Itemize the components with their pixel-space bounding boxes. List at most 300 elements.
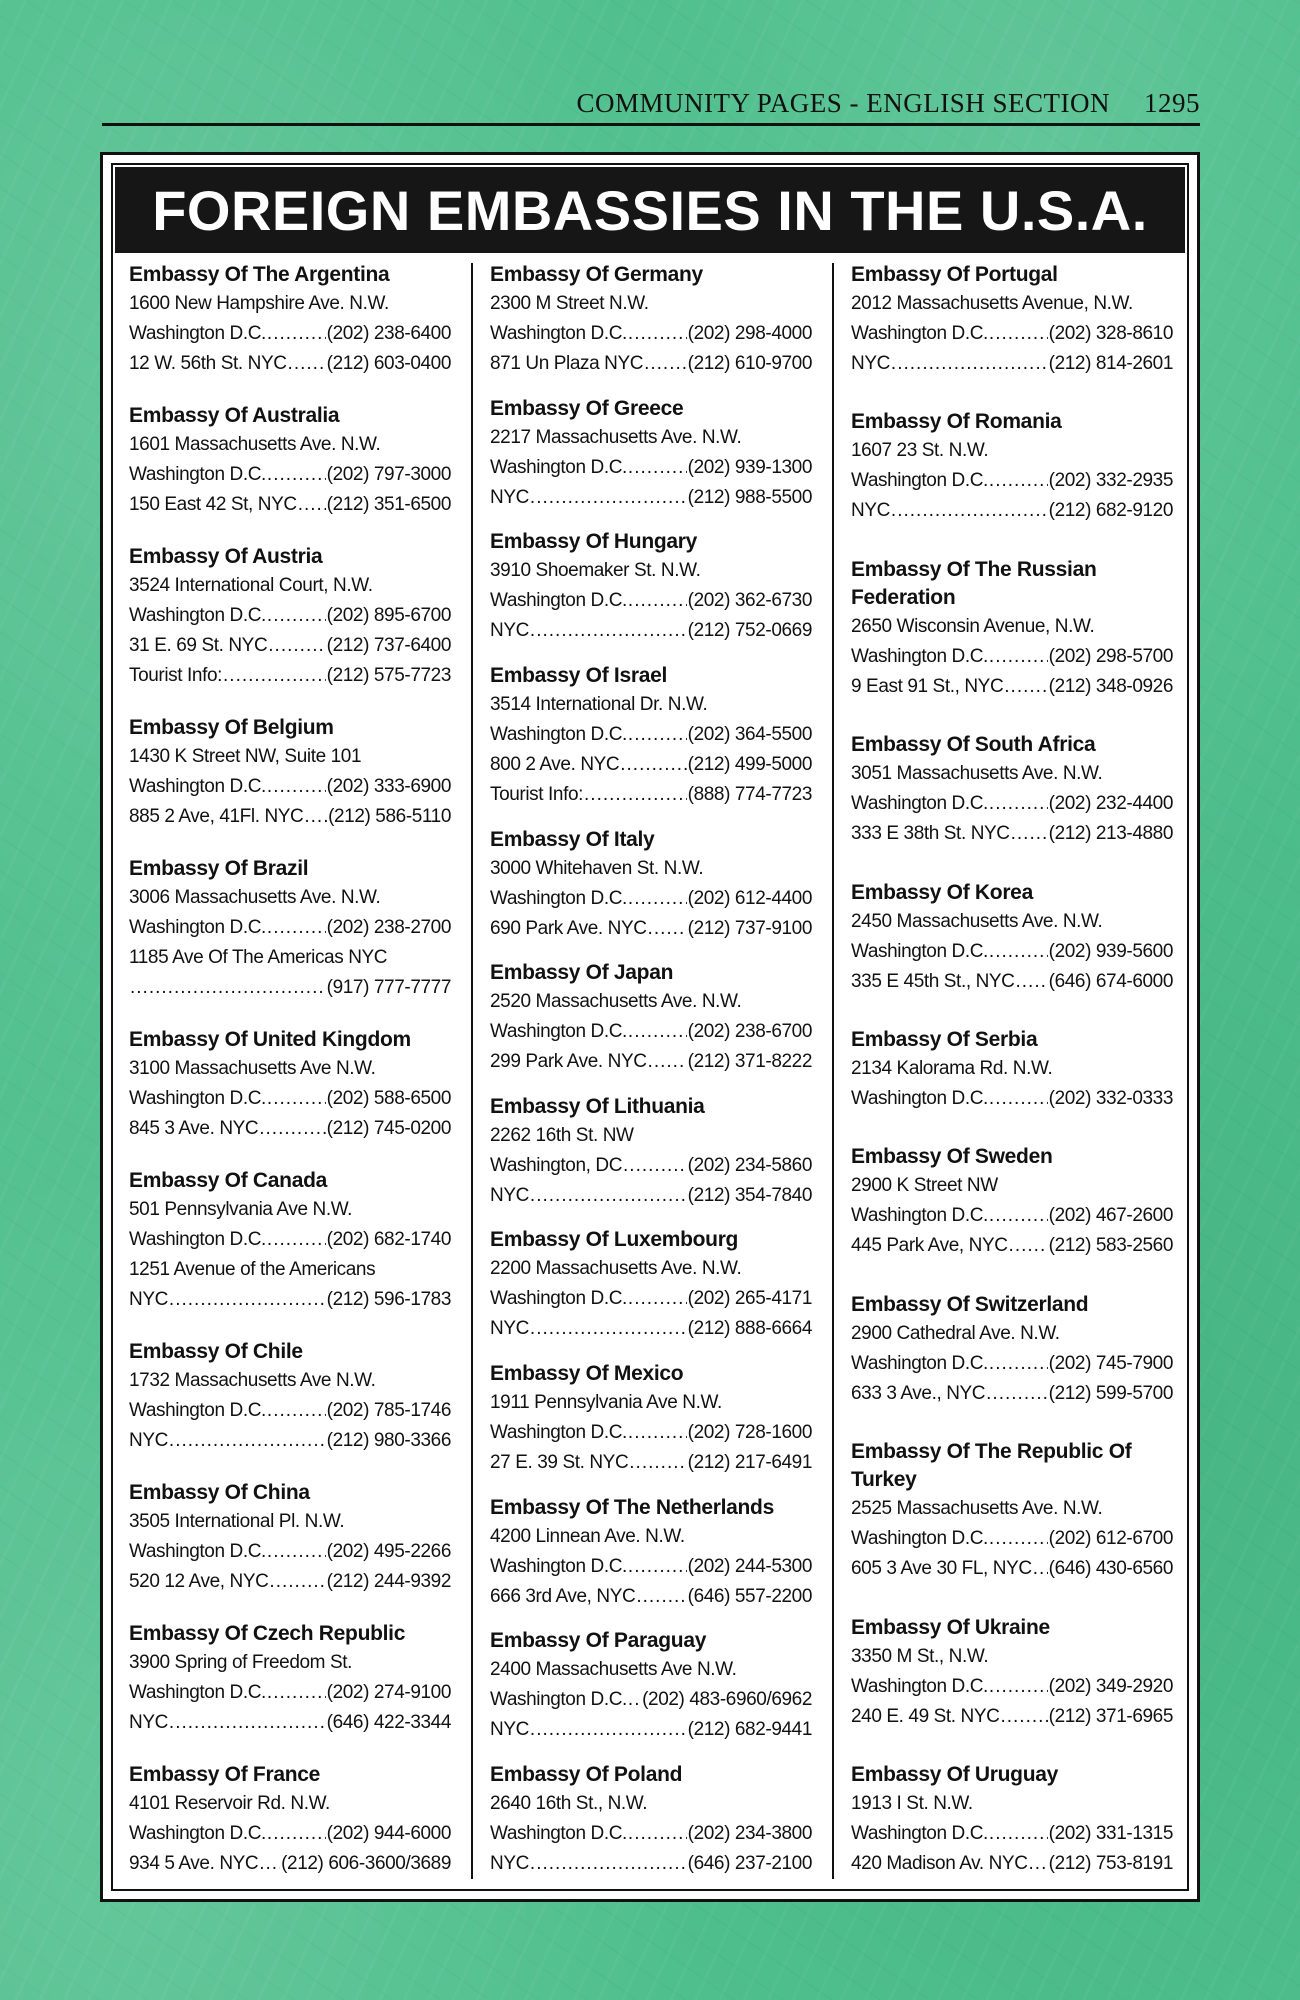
dot-leader (267, 1084, 326, 1114)
dot-leader (1029, 1849, 1048, 1879)
phone-line (490, 1582, 812, 1612)
dot-leader (259, 1114, 325, 1144)
address-line: 3100 Massachusetts Ave N.W. (129, 1058, 376, 1079)
phone-line (490, 1181, 812, 1211)
dot-leader (648, 1047, 687, 1077)
embassy-name: Embassy Of Mexico (490, 1362, 684, 1385)
embassy-entry (129, 402, 451, 520)
phone-line (490, 1314, 812, 1344)
location-label: NYC (851, 500, 890, 522)
phone-line (851, 1672, 1173, 1702)
location-label: Washington D.C. (490, 723, 627, 745)
dot-leader (269, 1567, 325, 1597)
phone-number: (202) 612-4400 (687, 887, 812, 909)
embassy-name: Embassy Of Romania (851, 410, 1062, 434)
phone-line (490, 1819, 812, 1849)
location-label: Washington D.C. (129, 464, 266, 485)
phone-line (129, 661, 451, 691)
location-label: Washington D.C. (851, 1205, 988, 1227)
phone-number: (212) 351-6500 (326, 494, 451, 515)
dot-leader (267, 1396, 326, 1426)
phone-number: (212) 603-0400 (326, 353, 451, 374)
location-label: Tourist Info: (490, 783, 584, 805)
embassy-name: Embassy Of Australia (129, 404, 340, 427)
phone-line (129, 1084, 451, 1114)
phone-line (490, 1849, 812, 1879)
location-label: Washington D.C. (490, 1288, 627, 1310)
phone-line (129, 1426, 451, 1456)
phone-number: (202) 298-5700 (1048, 645, 1173, 667)
dot-leader (989, 642, 1048, 672)
location-label: NYC (129, 1430, 168, 1451)
phone-line (129, 1708, 451, 1738)
location-label: Washington D.C. (490, 590, 627, 612)
phone-line (490, 616, 812, 646)
location-label: NYC (851, 353, 890, 374)
phone-line (490, 1552, 812, 1582)
location-label: 871 Un Plaza NYC (490, 353, 644, 374)
phone-line (129, 349, 451, 379)
embassy-entry (129, 1761, 451, 1879)
dot-leader (1033, 1554, 1048, 1584)
embassy-entry (129, 855, 451, 1003)
phone-number: (212) 354-7840 (687, 1184, 812, 1206)
dot-leader (989, 937, 1048, 967)
address-line: 3006 Massachusetts Ave. N.W. (129, 887, 381, 908)
dot-leader (986, 1379, 1048, 1409)
embassy-entry (851, 1291, 1173, 1409)
location-label: Washington D.C. (851, 940, 988, 962)
embassy-name: Embassy Of Ukraine (851, 1615, 1050, 1639)
phone-number: (202) 745-7900 (1048, 1352, 1173, 1374)
location-label: NYC (490, 1318, 529, 1340)
embassy-entry (129, 1620, 451, 1738)
location-label: Washington, DC (490, 1154, 623, 1176)
phone-line (490, 483, 812, 513)
dot-leader (628, 1284, 687, 1314)
embassy-name: Embassy Of Korea (851, 880, 1033, 904)
address-line: 3524 International Court, N.W. (129, 575, 373, 596)
panel-inner-frame (111, 163, 1189, 1891)
embassy-name: Embassy Of Austria (129, 545, 323, 568)
phone-number: (202) 331-1315 (1048, 1822, 1173, 1844)
embassy-entry (851, 261, 1173, 379)
phone-number: (212) 610-9700 (687, 353, 812, 374)
embassy-name: Embassy Of Israel (490, 663, 667, 687)
phone-number: (212) 596-1783 (326, 1289, 451, 1310)
embassy-column-2 (490, 261, 812, 1879)
embassy-entry (851, 1438, 1173, 1584)
embassy-name: Embassy Of Chile (129, 1340, 303, 1363)
location-label: Washington D.C. (490, 1021, 627, 1043)
phone-line (129, 772, 451, 802)
location-label: Washington D.C. (490, 887, 627, 909)
phone-line (851, 1819, 1173, 1849)
address-line: 3900 Spring of Freedom St. (129, 1652, 353, 1673)
location-label: Washington D.C. (129, 605, 266, 626)
phone-number: (212) 682-9441 (687, 1719, 812, 1741)
address-line: 2012 Massachusetts Avenue, N.W. (851, 293, 1133, 314)
embassy-name: Embassy Of Czech Republic (129, 1622, 406, 1645)
embassy-entry (129, 714, 451, 832)
phone-number: (202) 234-5860 (687, 1154, 812, 1176)
phone-number: (202) 944-6000 (326, 1823, 451, 1844)
running-head (102, 86, 1200, 126)
location-label: 445 Park Ave, NYC (851, 1235, 1008, 1257)
phone-number: (646) 557-2200 (687, 1585, 812, 1607)
phone-line (851, 1084, 1173, 1114)
dot-leader (628, 1552, 687, 1582)
address-line: 4200 Linnean Ave. N.W. (490, 1525, 685, 1547)
phone-number: (212) 682-9120 (1048, 500, 1173, 522)
address-line: 501 Pennsylvania Ave N.W. (129, 1199, 353, 1220)
embassy-entry (851, 408, 1173, 526)
phone-number: (212) 586-5110 (328, 806, 451, 827)
address-line: 3051 Massachusetts Ave. N.W. (851, 763, 1103, 785)
phone-number: (212) 888-6664 (687, 1318, 812, 1340)
phone-number: (888) 774-7723 (687, 783, 812, 805)
embassy-entry (851, 1761, 1173, 1879)
address-line: 2300 M Street N.W. (490, 293, 649, 314)
location-label: Washington D.C. (129, 1541, 266, 1562)
phone-line (490, 586, 812, 616)
phone-line (129, 601, 451, 631)
column-divider (471, 263, 473, 1879)
address-line: 1601 Massachusetts Ave. N.W. (129, 434, 381, 455)
dot-leader (1000, 1702, 1047, 1732)
location-label: Washington D.C. (129, 1823, 266, 1844)
phone-number: (202) 244-5300 (687, 1555, 812, 1577)
embassy-name: Embassy Of Portugal (851, 263, 1058, 286)
phone-line (490, 1284, 812, 1314)
embassy-entry (851, 1143, 1173, 1261)
phone-line (490, 914, 812, 944)
location-label: 240 E. 49 St. NYC (851, 1705, 1000, 1727)
phone-number: (202) 895-6700 (326, 605, 451, 626)
dot-leader (989, 789, 1048, 819)
location-label: 420 Madison Av. NYC (851, 1852, 1028, 1874)
embassy-name: Embassy Of Belgium (129, 716, 334, 739)
address-line: 2217 Massachusetts Ave. N.W. (490, 426, 742, 448)
location-label: Washington D.C. (490, 1555, 627, 1577)
location-label: Washington D.C. (490, 456, 627, 478)
dot-leader (989, 1349, 1048, 1379)
embassy-entry (490, 662, 812, 810)
address-line: 3910 Shoemaker St. N.W. (490, 560, 701, 582)
phone-line (490, 453, 812, 483)
phone-number: (212) 980-3366 (326, 1430, 451, 1451)
location-label: 27 E. 39 St. NYC (490, 1452, 629, 1473)
phone-number: (646) 430-6560 (1048, 1558, 1173, 1580)
address-line: 3505 International Pl. N.W. (129, 1511, 345, 1532)
embassy-name: Embassy Of Hungary (490, 530, 697, 554)
phone-number: (917) 777-7777 (326, 977, 451, 998)
dot-leader (628, 1819, 687, 1849)
dot-leader (267, 460, 326, 490)
phone-number: (212) 988-5500 (687, 486, 812, 508)
phone-line (490, 780, 812, 810)
address-line: 2525 Massachusetts Ave. N.W. (851, 1498, 1103, 1520)
column-divider (832, 263, 834, 1879)
dot-leader (891, 496, 1048, 526)
phone-number: (646) 674-6000 (1048, 970, 1173, 992)
location-label: Washington D.C. (129, 776, 266, 797)
dot-leader (530, 1314, 687, 1344)
location-label: 633 3 Ave., NYC (851, 1382, 986, 1404)
dot-leader (169, 1285, 326, 1315)
address-line: 1732 Massachusetts Ave N.W. (129, 1370, 376, 1391)
dot-leader (530, 483, 687, 513)
embassy-entry (490, 1093, 812, 1211)
phone-number: (202) 483-6960/6962 (642, 1689, 812, 1711)
dot-leader (891, 349, 1048, 379)
phone-line (490, 750, 812, 780)
location-label: 885 2 Ave, 41Fl. NYC (129, 806, 304, 827)
phone-number: (212) 753-8191 (1048, 1852, 1173, 1874)
phone-number: (212) 752-0669 (687, 620, 812, 642)
dot-leader (636, 1582, 686, 1612)
address-line: 2262 16th St. NW (490, 1124, 634, 1146)
phone-number: (212) 814-2601 (1048, 353, 1173, 374)
dot-leader (628, 319, 687, 349)
embassy-name: Embassy Of France (129, 1763, 320, 1786)
dot-leader (267, 319, 326, 349)
phone-number: (202) 785-1746 (326, 1400, 451, 1421)
address-line: 2450 Massachusetts Ave. N.W. (851, 910, 1103, 932)
phone-line (129, 1849, 451, 1879)
embassy-column-1 (129, 261, 451, 1879)
phone-line (490, 1017, 812, 1047)
location-label: 150 East 42 St, NYC (129, 494, 297, 515)
embassy-entry (851, 556, 1173, 702)
dot-leader (267, 1678, 326, 1708)
location-label: 9 East 91 St., NYC (851, 675, 1004, 697)
phone-line (129, 319, 451, 349)
phone-line (129, 802, 451, 832)
embassy-entry (490, 1494, 812, 1612)
address-line: 2640 16th St., N.W. (490, 1792, 648, 1814)
phone-line (490, 1685, 812, 1715)
phone-number: (202) 274-9100 (326, 1682, 451, 1703)
embassy-entry (851, 1614, 1173, 1732)
embassy-entry (129, 1167, 451, 1315)
phone-line (851, 789, 1173, 819)
phone-number: (202) 234-3800 (687, 1822, 812, 1844)
location-label: NYC (490, 1852, 529, 1874)
embassy-name: Embassy Of Sweden (851, 1145, 1053, 1169)
dot-leader (628, 1017, 687, 1047)
embassy-entry (129, 1338, 451, 1456)
location-label: NYC (129, 1712, 168, 1733)
phone-line (851, 1231, 1173, 1261)
phone-line (851, 1702, 1173, 1732)
dot-leader (628, 453, 687, 483)
address-line: 2400 Massachusetts Ave N.W. (490, 1659, 737, 1681)
address-line: 3514 International Dr. N.W. (490, 693, 708, 715)
phone-line (851, 466, 1173, 496)
location-label: 934 5 Ave. NYC (129, 1853, 259, 1874)
embassy-name: Embassy Of Paraguay (490, 1629, 707, 1653)
page-title: FOREIGN EMBASSIES IN THE U.S.A. (115, 167, 1185, 253)
location-label: NYC (490, 1719, 529, 1741)
dot-leader (530, 1181, 687, 1211)
embassy-name: Embassy Of Switzerland (851, 1292, 1089, 1316)
location-label: Washington D.C. (851, 470, 988, 492)
embassy-name: Embassy Of Canada (129, 1169, 327, 1192)
phone-number: (202) 238-6400 (326, 323, 451, 344)
embassy-entry (129, 1479, 451, 1597)
dot-leader (130, 973, 326, 1003)
location-label: 333 E 38th St. NYC (851, 823, 1010, 845)
phone-number: (202) 364-5500 (687, 723, 812, 745)
embassy-entry (851, 879, 1173, 997)
location-label: Washington D.C. (129, 1400, 266, 1421)
embassy-entry (490, 528, 812, 646)
phone-line (490, 1151, 812, 1181)
section-title: COMMUNITY PAGES - ENGLISH SECTION (576, 88, 1110, 118)
dot-leader (989, 1672, 1048, 1702)
dot-leader (304, 802, 327, 832)
dot-leader (530, 1715, 687, 1745)
embassy-entry (129, 261, 451, 379)
embassy-name: Embassy Of United Kingdom (129, 1028, 411, 1051)
location-label: Washington D.C. (490, 1689, 627, 1711)
phone-number: (202) 265-4171 (687, 1288, 812, 1310)
dot-leader (288, 349, 326, 379)
location-label: 690 Park Ave. NYC (490, 917, 647, 939)
location-label: NYC (490, 620, 529, 642)
phone-line (851, 349, 1173, 379)
dot-leader (530, 1849, 687, 1879)
page-number: 1295 (1144, 88, 1200, 118)
location-label: Washington D.C. (129, 323, 266, 344)
location-label: Washington D.C. (851, 793, 988, 815)
phone-number: (212) 599-5700 (1048, 1382, 1173, 1404)
location-label: NYC (490, 1184, 529, 1206)
phone-number: (202) 232-4400 (1048, 793, 1173, 815)
address-line: 2900 K Street NW (851, 1175, 998, 1197)
embassy-name: Embassy Of Italy (490, 827, 655, 851)
dot-leader (628, 1418, 687, 1448)
embassy-name: Embassy Of Germany (490, 263, 703, 286)
phone-line (490, 1448, 812, 1478)
embassy-name: Embassy Of The Russian Federation (851, 557, 1097, 609)
phone-number: (202) 467-2600 (1048, 1205, 1173, 1227)
phone-line (129, 490, 451, 520)
address-line: 2200 Massachusetts Ave. N.W. (490, 1258, 742, 1280)
address-line: 4101 Reservoir Rd. N.W. (129, 1793, 330, 1814)
location-label: 800 2 Ave. NYC (490, 753, 620, 775)
phone-number: (202) 682-1740 (326, 1229, 451, 1250)
phone-line (129, 1678, 451, 1708)
phone-number: (202) 588-6500 (326, 1088, 451, 1109)
phone-number: (212) 244-9392 (326, 1571, 451, 1592)
embassy-entry (490, 1360, 812, 1478)
phone-line (851, 642, 1173, 672)
phone-line (129, 1819, 451, 1849)
dot-leader (584, 780, 687, 810)
phone-line (490, 1047, 812, 1077)
embassy-entry (490, 261, 812, 379)
phone-number: (646) 422-3344 (326, 1712, 451, 1733)
dot-leader (1004, 672, 1047, 702)
location-label: Washington D.C. (851, 1352, 988, 1374)
embassy-entry (490, 1627, 812, 1745)
phone-number: (212) 371-6965 (1048, 1705, 1173, 1727)
embassy-name: Embassy Of Greece (490, 396, 684, 420)
phone-number: (202) 238-6700 (687, 1021, 812, 1043)
phone-line (129, 1285, 451, 1315)
embassy-columns (113, 253, 1187, 1889)
phone-number: (202) 328-8610 (1048, 323, 1173, 344)
phone-number: (202) 332-0333 (1048, 1087, 1173, 1109)
embassy-name: Embassy Of Luxembourg (490, 1228, 739, 1252)
dot-leader (989, 319, 1048, 349)
phone-line (129, 913, 451, 943)
phone-number: (212) 499-5000 (687, 753, 812, 775)
dot-leader (1016, 967, 1048, 997)
location-label: Washington D.C. (490, 1822, 627, 1844)
embassy-name: Embassy Of Lithuania (490, 1094, 705, 1118)
dot-leader (267, 601, 326, 631)
phone-line (851, 1201, 1173, 1231)
dot-leader (628, 884, 687, 914)
dot-leader (1009, 1231, 1048, 1261)
phone-line (490, 1418, 812, 1448)
phone-line (851, 1524, 1173, 1554)
dot-leader (169, 1426, 326, 1456)
phone-line (129, 1114, 451, 1144)
phone-line (851, 937, 1173, 967)
phone-number: (202) 298-4000 (687, 323, 812, 344)
address-line: 1911 Pennsylvania Ave N.W. (490, 1392, 722, 1413)
phone-number: (202) 495-2266 (326, 1541, 451, 1562)
embassy-directory-panel (100, 152, 1200, 1902)
phone-number: (202) 333-6900 (326, 776, 451, 797)
embassy-name: Embassy Of The Argentina (129, 263, 390, 286)
location-label: Washington D.C. (851, 1675, 988, 1697)
address-line: 1251 Avenue of the Americans (129, 1259, 376, 1280)
phone-line (490, 884, 812, 914)
address-line: 1600 New Hampshire Ave. N.W. (129, 293, 389, 314)
location-label: 845 3 Ave. NYC (129, 1118, 259, 1139)
dot-leader (628, 1685, 641, 1715)
phone-line (129, 973, 451, 1003)
address-line: 2134 Kalorama Rd. N.W. (851, 1057, 1053, 1079)
address-line: 2650 Wisconsin Avenue, N.W. (851, 615, 1095, 637)
phone-line (490, 319, 812, 349)
phone-number: (212) 217-6491 (687, 1452, 812, 1473)
dot-leader (267, 1537, 326, 1567)
phone-line (851, 672, 1173, 702)
phone-line (851, 967, 1173, 997)
phone-line (851, 1349, 1173, 1379)
phone-line (851, 1554, 1173, 1584)
dot-leader (629, 1448, 686, 1478)
phone-line (851, 319, 1173, 349)
location-label: Washington D.C. (851, 645, 988, 667)
location-label: Washington D.C. (129, 1682, 266, 1703)
location-label: Washington D.C. (129, 917, 266, 938)
phone-number: (202) 332-2935 (1048, 470, 1173, 492)
location-label: Washington D.C. (129, 1229, 266, 1250)
location-label: Washington D.C. (851, 1528, 988, 1550)
dot-leader (223, 661, 326, 691)
dot-leader (267, 1819, 326, 1849)
location-label: Washington D.C. (490, 323, 627, 344)
embassy-entry (490, 959, 812, 1077)
phone-line (129, 1537, 451, 1567)
